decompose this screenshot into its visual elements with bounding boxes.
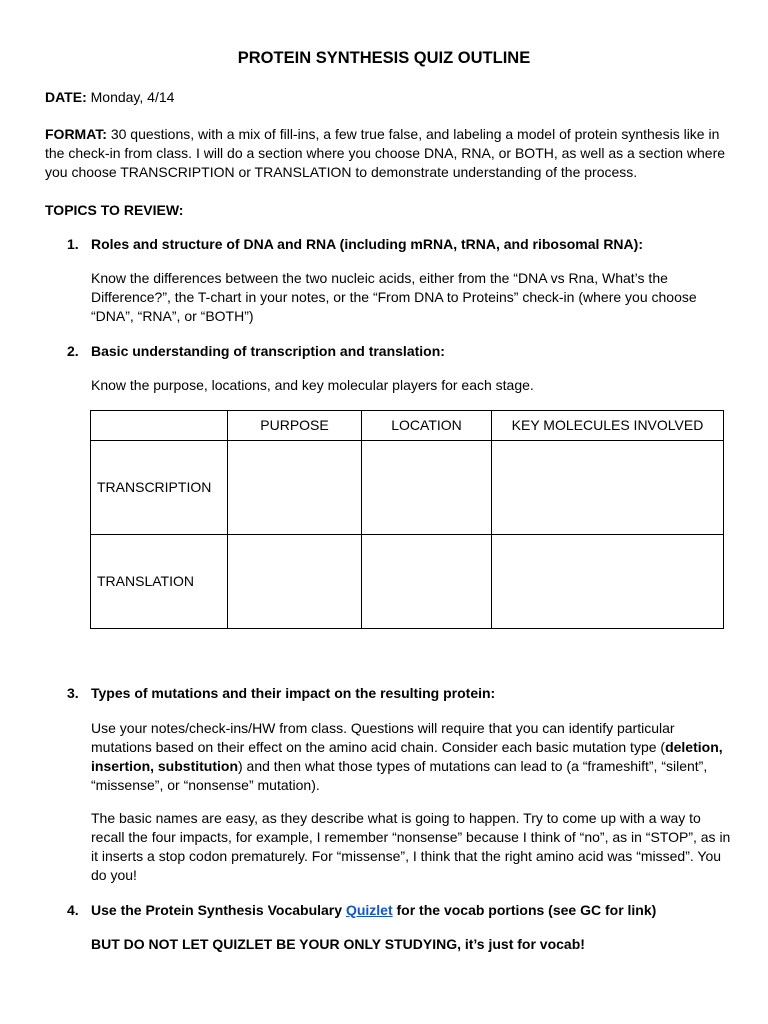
item-4-note: BUT DO NOT LET QUIZLET BE YOUR ONLY STUDYING, it’s just for vocab! (91, 936, 585, 952)
item-3-p2-line-3: it inserts a stop codon prematurely. For “missense”, I think that the right amino acid was “missed”. You (91, 848, 722, 864)
p1-bold-text: insertion, substitution (91, 758, 238, 774)
item-number: 1. (67, 236, 79, 252)
p1-text: mutations based on their effect on the amino acid chain. Consider each basic mutation type ( (91, 739, 666, 755)
item-1-body-line-1: Know the differences between the two nucleic acids, either from the “DNA vs Rna, What’s the (91, 270, 668, 286)
item-heading (91, 901, 741, 920)
table-header-cell (91, 411, 228, 441)
item-2-body: Know the purpose, locations, and key molecular players for each stage. (91, 377, 534, 393)
item-3-p1-line-3 (91, 757, 731, 776)
item-heading: Types of mutations and their impact on the resulting protein: (91, 685, 496, 701)
item-3-p2-line-4: do you! (91, 867, 137, 883)
format-text-1: 30 questions, with a mix of fill-ins, a few true false, and labeling a model of protein synthesis like in (110, 126, 720, 142)
topics-heading: TOPICS TO REVIEW: (45, 202, 184, 218)
format-label: FORMAT: (45, 126, 107, 142)
table-cell (492, 535, 724, 629)
quizlet-link[interactable]: Quizlet (345, 902, 393, 918)
p1-bold-text: deletion, (665, 739, 723, 755)
heading-text: for the vocab portions (see GC for link) (392, 902, 657, 918)
table-header-cell: LOCATION (362, 411, 492, 441)
table-row (91, 441, 724, 535)
item-3-p2-line-1: The basic names are easy, as they describe what is going to happen. Try to come up with a way to (91, 810, 701, 826)
table-header-row (91, 411, 724, 441)
row-label: TRANSCRIPTION (91, 441, 228, 535)
item-3-p2-line-2: recall the four impacts, for example, I remember “nonsense” because I think of “no”, as in “STOP”, as in (91, 829, 731, 845)
item-1-body-line-3: “DNA”, “RNA”, or “BOTH”) (91, 308, 254, 324)
table-cell (228, 535, 362, 629)
item-3-p1-line-1: Use your notes/check-ins/HW from class. Questions will require that you can identify particular (91, 720, 675, 736)
item-number: 3. (67, 685, 79, 701)
item-3-p1-line-2 (91, 738, 731, 757)
date-value: Monday, 4/14 (90, 89, 175, 105)
table-cell (362, 535, 492, 629)
table-cell (492, 441, 724, 535)
item-number: 4. (67, 902, 79, 918)
date-label: DATE: (45, 89, 87, 105)
item-heading: Roles and structure of DNA and RNA (including mRNA, tRNA, and ribosomal RNA): (91, 236, 643, 252)
table-header-cell: PURPOSE (228, 411, 362, 441)
item-3-p1-line-4: “missense”, or “nonsense” mutation). (91, 777, 320, 793)
table-header-cell: KEY MOLECULES INVOLVED (492, 411, 724, 441)
format-line-2: the check-in from class. I will do a section where you choose DNA, RNA, or BOTH, as well as a section where (45, 145, 726, 161)
table-row (91, 535, 724, 629)
item-number: 2. (67, 343, 79, 359)
table-cell (362, 441, 492, 535)
format-line-3: you choose TRANSCRIPTION or TRANSLATION to demonstrate understanding of the process. (45, 164, 638, 180)
item-heading: Basic understanding of transcription and translation: (91, 343, 445, 359)
heading-text: Use the Protein Synthesis Vocabulary (91, 902, 346, 918)
date-line (45, 88, 735, 107)
page-title: PROTEIN SYNTHESIS QUIZ OUTLINE (237, 49, 531, 67)
item-1-body-line-2: Difference?”, the T-chart in your notes, or the “From DNA to Proteins” check-in (where you choose (91, 289, 697, 305)
stages-table (90, 410, 724, 629)
table-cell (228, 441, 362, 535)
row-label: TRANSLATION (91, 535, 228, 629)
format-line-1 (45, 125, 735, 144)
p1-text: ) and then what those types of mutations can lead to (a “frameshift”, “silent”, (238, 758, 708, 774)
